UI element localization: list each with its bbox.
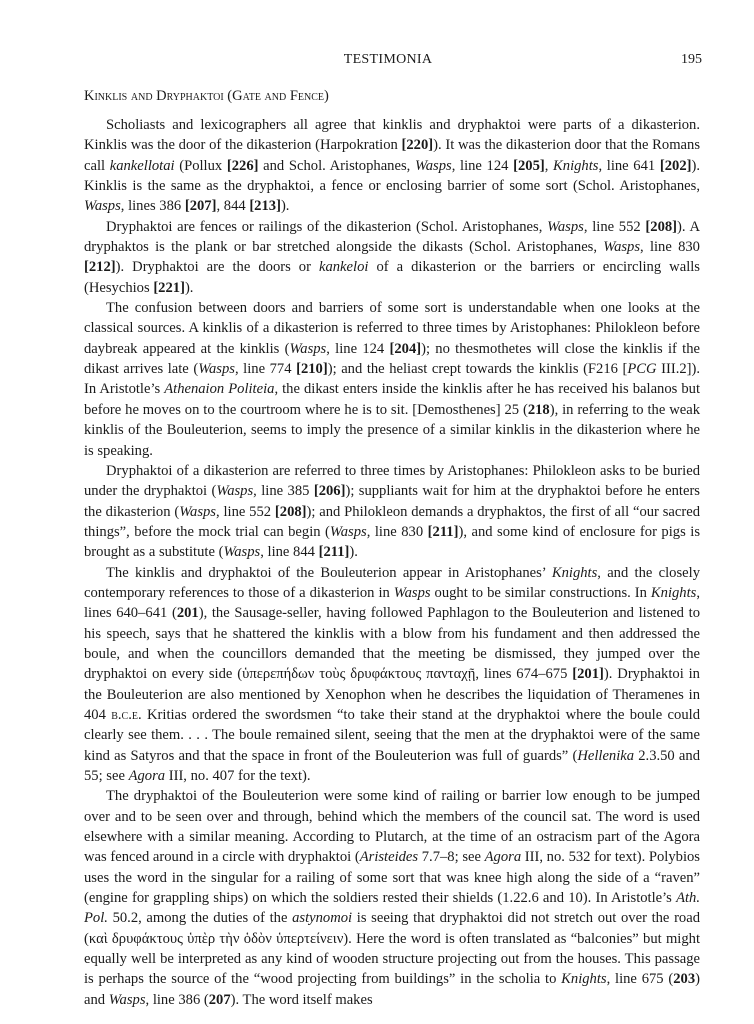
text-run: III, no. 407 for the text).: [165, 768, 311, 784]
reference-number: [206]: [313, 483, 346, 500]
text-run: ). A dryphaktos is the plank or bar stretched alongside the dikasts (Schol. Aristophanes,: [84, 218, 701, 256]
text-run: , line 552: [215, 503, 275, 520]
paragraph: [84, 786, 700, 1010]
reference-number: [205]: [513, 157, 545, 174]
italic-text: astynomoi: [292, 910, 353, 927]
reference-number: [220]: [401, 137, 434, 154]
reference-number: 207: [208, 991, 231, 1008]
reference-number: 201: [176, 605, 199, 622]
italic-text: Hellenika: [577, 747, 635, 764]
text-run: Dryphaktoi of a dikasterion are referred to three times by Aristophanes: Philokleon asks to be buried under the dryphaktoi (: [84, 462, 700, 500]
text-run: , line 675 (: [606, 971, 674, 988]
italic-text: Wasps: [603, 239, 641, 256]
reference-number: [226]: [226, 157, 259, 174]
text-run: The dryphaktoi of the Bouleuterion were some kind of railing or barrier low enough to be jumped over and to be seen over and through, behind which the members of the council sat. The word is used elsewhere with a similar meaning. According to Plutarch, at the time of an ostracism part of the Agora was fenced around in a circle with dryphaktoi (: [84, 788, 700, 866]
reference-number: [201]: [572, 666, 604, 683]
italic-text: Wasps: [223, 544, 261, 561]
text-run: ).: [280, 198, 290, 215]
text-run: , line 124: [451, 157, 514, 174]
text-run: ), and some kind of enclosure for pigs is brought as a substitute (: [84, 523, 701, 561]
text-run: 50.2, among the duties of the: [107, 910, 293, 927]
text-run: is seeing that dryphaktoi did not stretch out over the road (καὶ δρυφάκτους ὑπὲρ τὴν ὁδὸν ὑπερτείνειν). Here the word is often translated as “balconies” but might equally well be interpreted as any kind of wooden structure projecting out from the houses. This passage is perhaps the source of the “wood projecting from buildings” in the scholia to: [84, 910, 701, 988]
text-run: ). Dryphaktoi are the doors or: [115, 259, 319, 276]
text-run: , line 774: [234, 361, 297, 378]
text-run: ) and: [84, 971, 701, 1008]
text-run: The confusion between doors and barriers of some sort is understandable when one looks at the classical sources. A kinklis of a dikasterion is referred to three times by Aristophanes: Philokleon before daybreak appeared at the kinklis (: [84, 300, 700, 357]
text-run: Scholiasts and lexicographers all agree that kinklis and dryphaktoi were parts of a dikasterion. Kinklis was the door of the dikasterion (Harpokration: [84, 117, 700, 154]
text-run: , lines 386: [120, 198, 185, 215]
text-run: of a dikasterion or the barriers or encircling walls (Hesychios: [84, 259, 700, 296]
italic-text: Knights: [561, 971, 607, 988]
reference-number: 218: [527, 401, 550, 418]
reference-number: [207]: [184, 198, 217, 215]
page-number: 195: [681, 52, 702, 67]
paragraph: [84, 461, 700, 563]
italic-text: kankellotai: [109, 157, 175, 174]
italic-text: Wasps: [414, 157, 452, 174]
text-run: 2.3.50 and 55; see: [84, 747, 700, 784]
page-header: [74, 52, 702, 72]
reference-number: [204]: [389, 340, 422, 357]
text-run: ), the Sausage-seller, having followed Paphlagon to the Bouleuterion and listened to his speech, says that he shattered the kinklis with a blow from his fundament and then addressed the boule, and when the councillors demanded that the meeting be dismissed, they jumped over the dryphaktoi on every side (ὑπερεπήδων τοὺς δρυφάκτους πανταχῇ, lines 674–675: [84, 605, 700, 683]
reference-number: [202]: [659, 157, 692, 174]
italic-text: Wasps: [108, 991, 146, 1008]
text-run: , lines 640–641 (: [84, 584, 700, 622]
text-run: , line 830: [366, 523, 428, 540]
italic-text: Knights: [553, 157, 599, 174]
text-run: ); no thesmothetes will close the kinklis if the dikast arrives late (: [84, 340, 701, 378]
section-heading: Kinklis and Dryphaktoi (Gate and Fence): [84, 88, 329, 104]
text-run: ); and Philokleon demands a dryphaktos, the first of all “our sacred things”, before the mock trial can begin (: [84, 503, 701, 540]
text-run: ). It was the dikasterion door that the Romans call: [84, 137, 700, 174]
text-run: (Pollux: [174, 157, 227, 174]
text-run: Kritias ordered the swordsmen “to take their stand at the dryphaktoi where the boule could clearly see them. . . . The boule remained silent, seeing that the men at the dryphaktoi were of the same kind as Satyros and that the space in front of the Bouleuterion was full of guards” (: [84, 706, 700, 764]
italic-text: Wasps: [547, 218, 584, 235]
text-run: 7.7–8; see: [418, 849, 485, 866]
reference-number: [212]: [84, 259, 116, 276]
text-run: The kinklis and dryphaktoi of the Bouleuterion appear in Aristophanes’: [106, 564, 552, 581]
text-run: , 844: [216, 198, 250, 215]
text-run: ). The word itself makes: [230, 991, 373, 1008]
paragraph: [84, 217, 700, 298]
text-run: , line 552: [583, 218, 646, 235]
italic-text: Knights: [650, 584, 697, 601]
italic-text: Knights: [551, 564, 598, 581]
text-run: ). Dryphaktoi in the Bouleuterion are also mentioned by Xenophon when he describes the liquidation of Theramenes in 404: [84, 666, 700, 723]
text-run: , and the closely contemporary references to those of a dikasterion in: [84, 564, 700, 601]
italic-text: Wasps: [179, 503, 216, 520]
reference-number: 203: [673, 971, 696, 988]
text-run: ought to be similar constructions. In: [430, 584, 651, 601]
italic-text: Wasps: [289, 340, 327, 357]
text-run: ,: [544, 157, 554, 174]
reference-number: [221]: [153, 279, 185, 296]
reference-number: [211]: [427, 523, 459, 540]
text-run: and Schol. Aristophanes,: [258, 157, 415, 174]
text-run: ), in referring to the weak kinklis of the Bouleuterion, seems to imply the presence of a similar kinklis in the dikasterion where he is speaking.: [84, 401, 700, 459]
text-run: III, no. 532 for text). Polybios uses the word in the singular for a railing of some sort that was knee high along the side of a “raven” (engine for grappling ships) on which the soldiers rested their shields (1.22.6 and 10). In Aristotle’s: [84, 849, 700, 907]
small-caps-text: b.c.e.: [111, 706, 142, 723]
text-run: ). Kinklis is the same as the dryphaktoi, a fence or enclosing barrier of some sort (Schol. Aristophanes,: [84, 157, 700, 195]
reference-number: [208]: [645, 218, 678, 235]
text-run: , line 844: [260, 544, 319, 561]
italic-text: Wasps: [393, 584, 431, 601]
italic-text: Wasps: [216, 483, 254, 500]
text-run: , line 386 (: [145, 991, 209, 1008]
paragraph: [84, 563, 700, 787]
text-run: , line 641: [598, 157, 660, 174]
italic-text: Ath. Pol.: [84, 890, 700, 927]
text-run: ); and the heliast crept towards the kinklis (F216 [: [327, 361, 628, 378]
text-run: , line 124: [326, 340, 390, 357]
italic-text: kankeloi: [318, 259, 369, 276]
text-run: , the dikast enters inside the kinklis after he has received his balanos but before he moves on to the courtroom where he is to sit. [Demosthenes] 25 (: [84, 381, 701, 418]
italic-text: Athenaion Politeia: [164, 381, 275, 398]
paragraph: [84, 298, 700, 461]
text-run: ); suppliants wait for him at the dryphaktoi before he enters the dikasterion (: [84, 483, 700, 520]
running-head: TESTIMONIA: [343, 52, 433, 67]
reference-number: [208]: [274, 503, 307, 520]
paragraph: [84, 115, 700, 217]
italic-text: Wasps: [329, 523, 367, 540]
text-run: , line 830: [640, 239, 700, 256]
reference-number: [210]: [296, 361, 328, 378]
text-run: Dryphaktoi are fences or railings of the dikasterion (Schol. Aristophanes,: [106, 218, 548, 235]
italic-text: PCG: [627, 361, 657, 378]
italic-text: Agora: [128, 768, 166, 784]
text-run: ).: [184, 279, 194, 296]
text-run: , line 385: [253, 483, 314, 500]
italic-text: Agora: [484, 849, 522, 866]
reference-number: [211]: [318, 544, 350, 561]
italic-text: Aristeides: [359, 849, 419, 866]
italic-text: Wasps: [198, 361, 235, 378]
body-text: [84, 115, 700, 1010]
text-run: III.2]). In Aristotle’s: [84, 361, 701, 398]
italic-text: Wasps: [84, 198, 121, 215]
reference-number: [213]: [249, 198, 281, 215]
text-run: ).: [349, 544, 358, 561]
